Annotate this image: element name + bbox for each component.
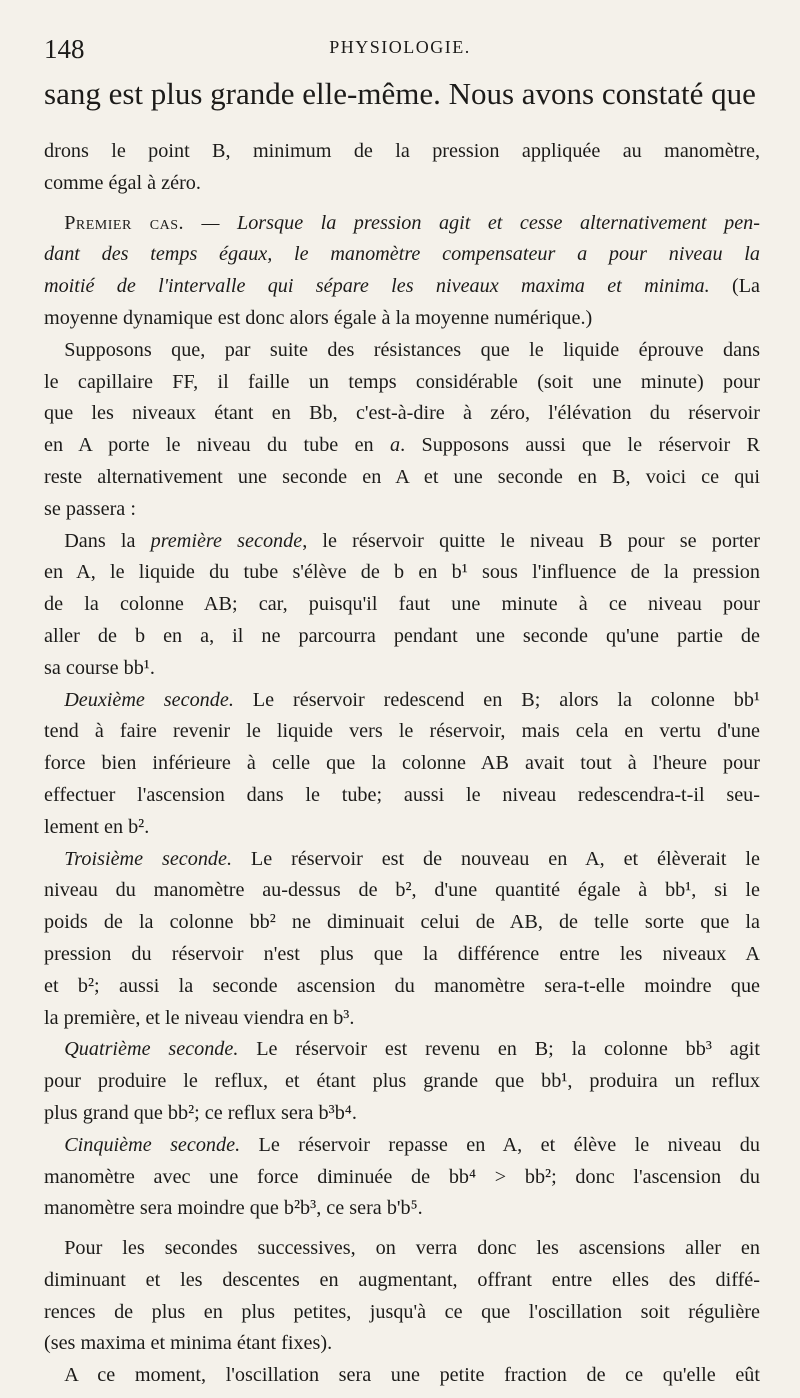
text-fragment: , le réservoir quitte le niveau B pour se porter [302,529,760,552]
italic-text: Troisième seconde. [64,847,233,870]
text-line [44,685,760,717]
text-line: pour produire le reflux, et étant plus grande que bb¹, produira un reflux [44,1070,760,1093]
text-line: moyenne dynamique est donc alors égale à la moyenne numérique.) [44,306,593,329]
text-line: rences de plus en plus petites, jusqu'à ce que l'oscillation soit régulière [44,1300,760,1323]
text-line: niveau du manomètre au-dessus de b², d'une quantité égale à bb¹, si le [44,879,760,902]
text-line [44,335,760,367]
paragraph-8 [44,1233,760,1360]
text-line [44,526,760,558]
text-line: diminuant et les descentes en augmentant, offrant entre elles des diffé- [44,1268,760,1291]
paragraph-quatrieme [44,1034,760,1129]
paragraph-3 [44,526,760,685]
text-line: se passera : [44,497,136,520]
text-fragment: (La [709,275,761,298]
text-line: de la colonne AB; car, puisqu'il faut une minute à ce niveau pour [44,593,760,616]
text-line: manomètre sera moindre que b²b³, ce sera b'b⁵. [44,1197,423,1220]
text-line [44,844,760,876]
paragraph-troisieme [44,844,760,1035]
text-fragment: en A porte le niveau du tube en [44,434,390,457]
text-line: aller de b en a, il ne parcourra pendant une seconde qu'une partie de [44,624,760,647]
italic-text: Cinquième seconde. [64,1133,241,1156]
text-line: comme égal à zéro. [44,171,201,194]
text-line: reste alternativement une seconde en A et une seconde en B, voici ce qui [44,465,760,488]
italic-text: — Lorsque la pression agit et cesse alternativement pen- [201,211,760,234]
italic-text: Quatrième seconde. [64,1038,239,1061]
text-line: poids de la colonne bb² ne diminuait celui de AB, de telle sorte que la [44,911,760,934]
running-head: PHYSIOLOGIE. [329,37,471,57]
section-lead: Premier cas. [64,211,185,234]
page-body [44,136,760,1392]
text-line: et b²; aussi la seconde ascension du manomètre sera-t-elle moindre que [44,974,760,997]
paragraph-2 [44,335,760,526]
text-fragment: Dans la [64,529,151,552]
italic-text: Deuxième seconde. [64,688,234,711]
text-line: lement en b². [44,815,150,838]
text-line [44,1360,760,1392]
text-fragment: Le réservoir redescend en B; alors la colonne bb¹ [233,688,760,711]
text-line [44,1034,760,1066]
paragraph-deuxieme [44,685,760,844]
text-line: force bien inférieure à celle que la colonne AB avait tout à l'heure pour [44,752,760,775]
italic-text: première seconde [150,529,303,552]
text-line [44,208,760,240]
text-fragment: Supposons que, par suite des résistances que le liquide éprouve dans [64,338,760,361]
italic-text: a [390,434,401,457]
text-line: le capillaire FF, il faille un temps considérable (soit une minute) pour [44,370,760,393]
text-fragment: Le réservoir est de nouveau en A, et élèverait le [232,847,760,870]
paragraph-0 [44,136,760,200]
text-line [44,239,760,271]
text-line: effectuer l'ascension dans le tube; aussi le niveau redescendra-t-il seu- [44,783,760,806]
text-line: manomètre avec une force diminuée de bb⁴ > bb²; donc l'ascension du [44,1165,760,1188]
text-line: (ses maxima et minima étant fixes). [44,1332,333,1355]
paragraph-9 [44,1360,760,1392]
text-line [44,1233,760,1265]
text-line: tend à faire revenir le liquide vers le réservoir, mais cela en vertu d'une [44,720,760,743]
text-line: en A, le liquide du tube s'élève de b en b¹ sous l'influence de la pression [44,561,760,584]
text-line [44,430,760,462]
text-fragment: A ce moment, l'oscillation sera une petite fraction de ce qu'elle eût [64,1364,760,1387]
page-number: 148 [44,34,85,64]
text-line: que les niveaux étant en Bb, c'est-à-dire à zéro, l'élévation du réservoir [44,402,760,425]
italic-text: moitié de l'intervalle qui sépare les niveaux maxima et minima. [44,275,710,298]
text-line: sa course bb¹. [44,656,155,679]
continued-line: sang est plus grande elle-même. Nous avons constaté que [44,76,756,111]
italic-text: dant des temps égaux, le manomètre compensateur a pour niveau la [44,243,760,266]
text-fragment: Pour les secondes successives, on verra donc les ascensions aller en [64,1237,760,1260]
text-fragment: . Supposons aussi que le réservoir R [400,434,760,457]
text-line [44,271,760,303]
text-line [44,1130,760,1162]
text-line: drons le point B, minimum de la pression appliquée au manomètre, [44,140,760,162]
text-fragment: Le réservoir est revenu en B; la colonne bb³ agit [238,1038,760,1061]
text-fragment: Le réservoir repasse en A, et élève le niveau du [240,1133,760,1156]
text-line: la première, et le niveau viendra en b³. [44,1006,355,1029]
paragraph-cinquieme [44,1130,760,1225]
text-line: pression du réservoir n'est plus que la différence entre les niveaux A [44,942,760,965]
paragraph-premier-cas [44,208,760,335]
text-line: plus grand que bb²; ce reflux sera b³b⁴. [44,1101,357,1124]
page-header [44,34,756,64]
